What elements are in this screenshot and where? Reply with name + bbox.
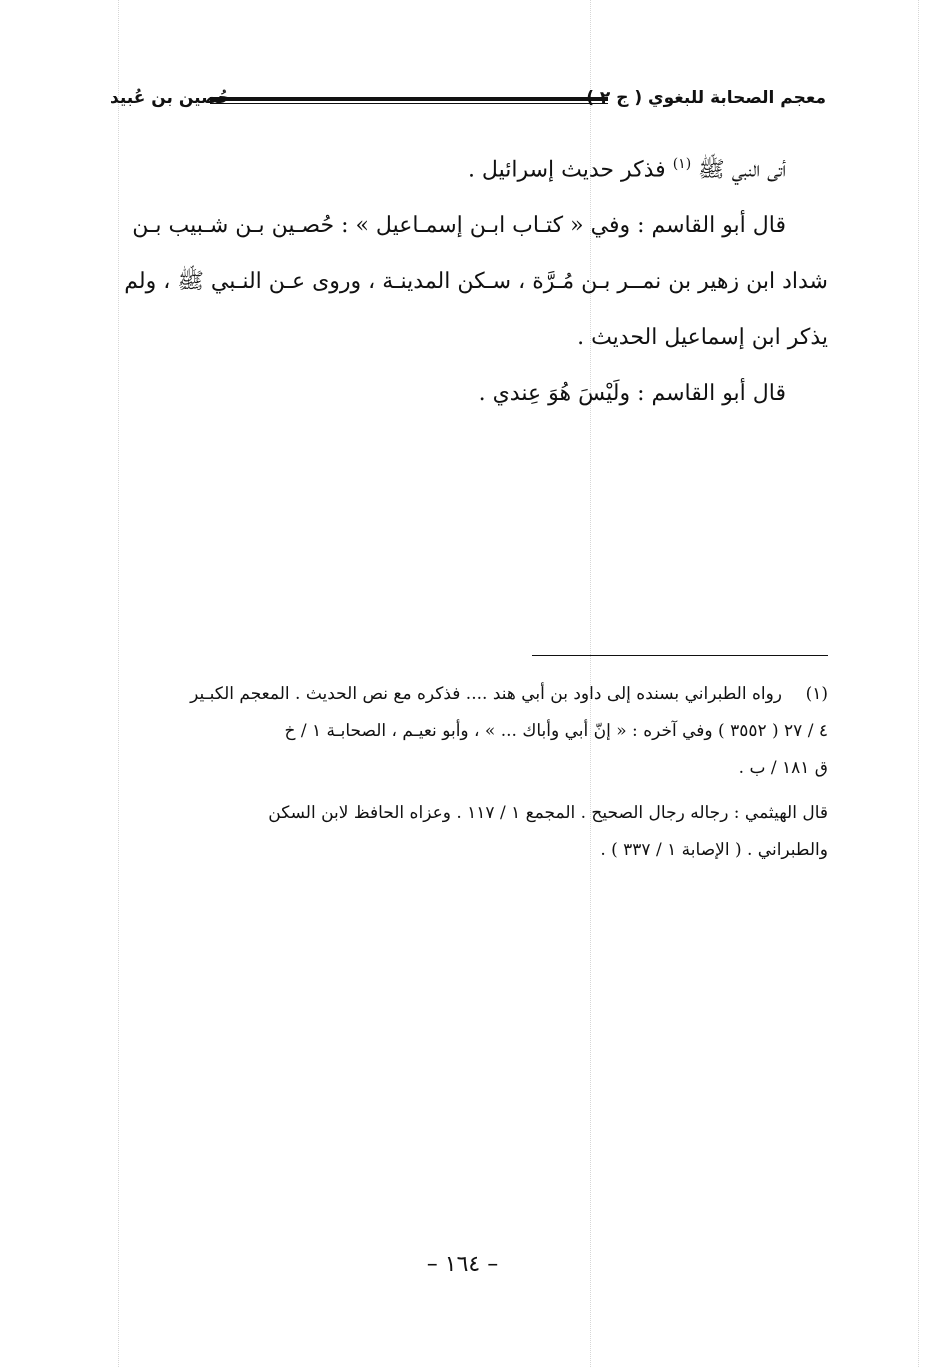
footnote-line: قال الهيثمي : رجاله رجال الصحيح . المجمع ١ / ١١٧ . وعزاه الحافظ لابن السكن [268,803,828,823]
running-header [110,86,826,116]
text-line: يذكر ابن إسماعيل الحديث . [577,325,828,351]
main-text [108,136,828,422]
text-line: شداد ابن زهير بن نمــر بـن مُـرَّة ، سـكن المدينـة ، وروى عـن النـبي ﷺ ، ولم [124,269,828,295]
footnote-divider [532,655,828,656]
footnote-line: ق ١٨١ / ب . [738,758,828,778]
text-line: قال أبو القاسم : وفي « كتـاب ابـن إسمـاعيل » : حُصـين بـن شـبيب بـن [132,213,786,239]
footnotes [108,676,828,869]
header-rule [210,97,608,104]
footnote-line: ٤ / ٢٧ ( ٣٥٥٢ ) وفي آخره : « إنّ أبي وأباك ... » ، وأبو نعيـم ، الصحابـة ١ / خ [284,721,828,741]
text-fragment: أتى النبي ﷺ [698,157,786,183]
header-entry-name: حُصين بن عُبيد [110,88,231,108]
header-book-title: معجم الصحابة للبغوي ( ج ٢ ) [586,88,826,108]
footnote-number: (١) [805,684,828,704]
footnote-text: رواه الطبراني بسنده إلى داود بن أبي هند .... فذكره مع نص الحديث . المعجم الكبـير [190,684,782,704]
text-line [108,136,828,198]
scan-artifact-line [918,0,919,1367]
footnote-line: والطبراني . ( الإصابة ١ / ٣٣٧ ) . [600,840,828,860]
page-number: – ١٦٤ – [426,1252,499,1277]
text-fragment: فذكر حديث إسرائيل . [467,157,666,183]
footnote-line [108,676,828,713]
text-line: قال أبو القاسم : ولَيْسَ هُوَ عِندي . [478,381,786,407]
footnote-reference: (١) [672,156,692,172]
